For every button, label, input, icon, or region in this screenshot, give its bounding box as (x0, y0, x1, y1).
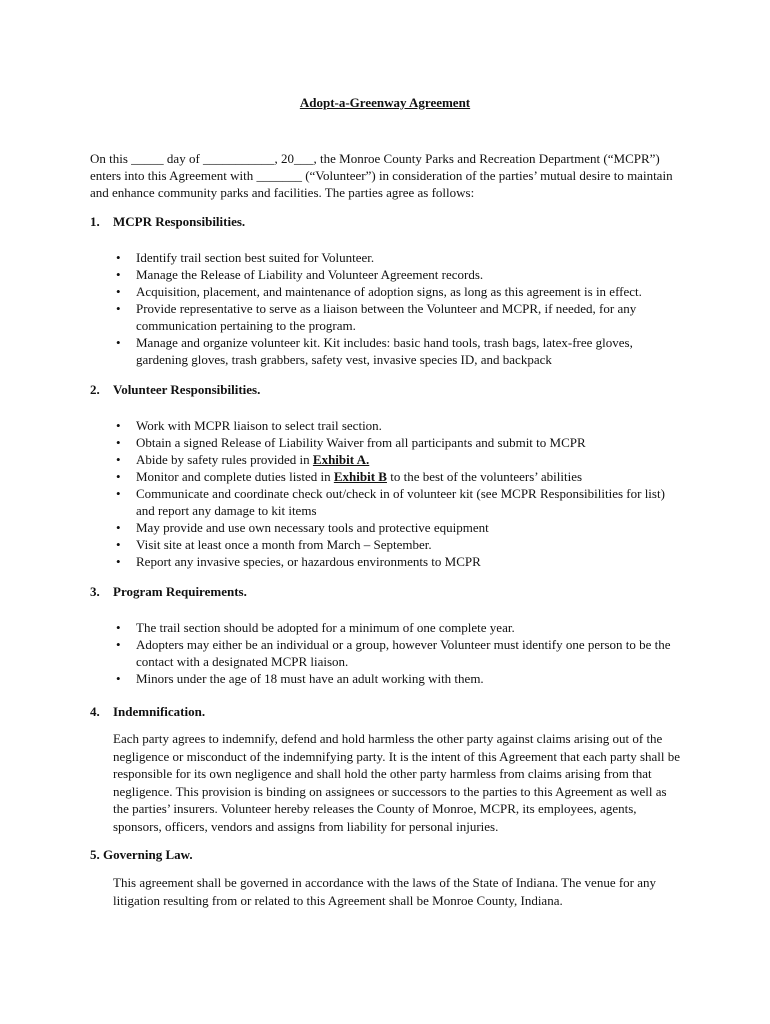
list-item (116, 451, 681, 468)
governing-law-paragraph: This agreement shall be governed in accordance with the laws of the State of Indiana. The venue for any litigation resulting from or related to this Agreement shall be Monroe County, Indiana. (113, 875, 657, 908)
exhibit-a-link: Exhibit A. (312, 452, 370, 467)
program-requirements-list (116, 619, 681, 687)
document-title: Adopt-a-Greenway Agreement (299, 95, 471, 110)
list-item: • Manage the Release of Liability and Volunteer Agreement records. (116, 266, 681, 283)
list-item: • May provide and use own necessary tools and protective equipment (116, 519, 681, 536)
list-item: • Visit site at least once a month from March – September. (116, 536, 681, 553)
section-title: Program Requirements. (113, 584, 247, 599)
section-number: 2. (90, 382, 100, 397)
section-title: Volunteer Responsibilities. (113, 382, 261, 397)
intro-paragraph: On this _____ day of ___________, 20___, the Monroe County Parks and Recreation Department (“MCPR”) enters into this Agreement with _______ (“Volunteer”) in consideration of the parties’ mutual desire to maintain and enhance community parks and facilities. The parties agree as follows: (90, 151, 673, 200)
section-number: 1. (90, 214, 100, 229)
list-item: • Identify trail section best suited for Volunteer. (116, 249, 681, 266)
section-heading (90, 213, 245, 230)
list-item: • Provide representative to serve as a liaison between the Volunteer and MCPR, if needed, for any communication pertaining to the program. (116, 300, 681, 334)
section-title: Indemnification. (113, 704, 206, 719)
list-item: • The trail section should be adopted for a minimum of one complete year. (116, 619, 681, 636)
list-item (116, 468, 681, 485)
section-title: Governing Law. (103, 847, 193, 862)
list-item-suffix: to the best of the volunteers’ abilities (386, 469, 583, 484)
list-item: • Communicate and coordinate check out/check in of volunteer kit (see MCPR Responsibilities for list) and report any damage to kit items (116, 485, 681, 519)
list-item: • Manage and organize volunteer kit. Kit includes: basic hand tools, trash bags, latex-free gloves, gardening gloves, trash grabbers, safety vest, invasive species ID, and backpack (116, 334, 681, 368)
section-number: 3. (90, 584, 100, 599)
list-item: • Acquisition, placement, and maintenance of adoption signs, as long as this agreement is in effect. (116, 283, 681, 300)
indemnification-paragraph: Each party agrees to indemnify, defend and hold harmless the other party against claims arising out of the negligence or misconduct of the indemnifying party. It is the intent of this Agreement that each party shall be responsible for its own negligence and shall hold the other party harmless from claims arising from that negligence. This provision is binding on assignees or successors to the parties to this Agreement as well as the parties’ insurers. Volunteer hereby releases the County of Monroe, MCPR, its employees, agents, sponsors, officers, vendors and assigns from liability for personal injuries. (113, 731, 681, 834)
section-heading (90, 846, 193, 863)
mcpr-responsibilities-list (116, 249, 681, 368)
list-item: • Report any invasive species, or hazardous environments to MCPR (116, 553, 681, 570)
list-item: • Minors under the age of 18 must have an adult working with them. (116, 670, 681, 687)
list-item: • Work with MCPR liaison to select trail section. (116, 417, 681, 434)
volunteer-responsibilities-list (116, 417, 681, 570)
list-item-text: Abide by safety rules provided in (136, 452, 313, 467)
section-heading (90, 583, 247, 600)
section-heading (90, 703, 205, 720)
exhibit-b-link: Exhibit B (333, 469, 387, 484)
section-title: MCPR Responsibilities. (113, 214, 246, 229)
section-heading (90, 381, 260, 398)
list-item-text: Monitor and complete duties listed in (136, 469, 334, 484)
list-item: • Adopters may either be an individual or a group, however Volunteer must identify one person to be the contact with a designated MCPR liaison. (116, 636, 681, 670)
section-number: 5. (90, 847, 100, 862)
list-item: • Obtain a signed Release of Liability Waiver from all participants and submit to MCPR (116, 434, 681, 451)
section-number: 4. (90, 704, 100, 719)
